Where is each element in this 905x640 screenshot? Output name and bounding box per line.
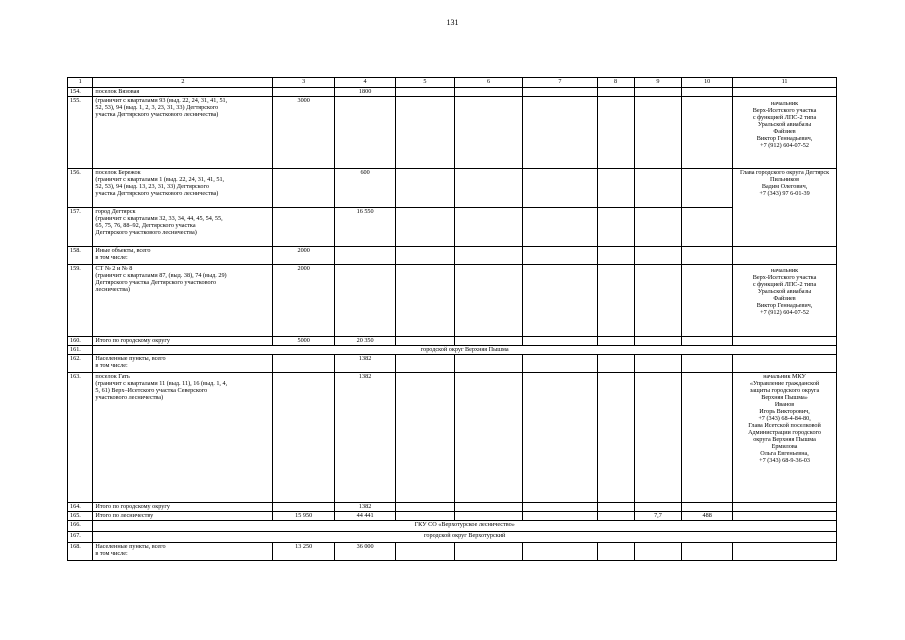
cell-empty xyxy=(523,543,597,561)
contact-line: Глава городского округа Дегтярск xyxy=(739,169,830,176)
cell-col3: 5000 xyxy=(273,337,334,346)
cell-col3 xyxy=(273,355,334,373)
header-cell: 10 xyxy=(682,78,733,88)
row-number: 160. xyxy=(68,337,93,346)
cell-empty xyxy=(733,503,837,512)
cell-empty xyxy=(682,88,733,97)
contact-line: начальник xyxy=(770,100,799,107)
cell-col9: 7,7 xyxy=(634,512,682,521)
cell-col10: 488 xyxy=(682,512,733,521)
cell-empty xyxy=(733,512,837,521)
cell-empty xyxy=(523,97,597,169)
name-line: в том числе: xyxy=(95,550,128,557)
cell-empty xyxy=(454,265,523,337)
cell-col4: 44 441 xyxy=(334,512,395,521)
cell-empty xyxy=(396,247,454,265)
header-cell: 9 xyxy=(634,78,682,88)
cell-empty xyxy=(733,355,837,373)
contact-line: Верх-Исетского участка xyxy=(752,274,817,281)
cell-empty xyxy=(733,247,837,265)
header-cell: 11 xyxy=(733,78,837,88)
row-name xyxy=(93,97,273,169)
cell-empty xyxy=(396,88,454,97)
cell-empty xyxy=(396,97,454,169)
contact-line: начальник МКУ xyxy=(763,373,806,380)
name-line: Дегтярского участка Дегтярского участкового xyxy=(95,279,217,286)
settlements-table xyxy=(67,77,837,561)
header-cell: 8 xyxy=(597,78,634,88)
cell-empty xyxy=(682,97,733,169)
header-cell: 1 xyxy=(68,78,93,88)
row-number: 161. xyxy=(68,346,93,355)
cell-empty xyxy=(682,355,733,373)
cell-empty xyxy=(523,208,597,247)
cell-col4: 1382 xyxy=(334,503,395,512)
cell-empty xyxy=(454,208,523,247)
cell-empty xyxy=(454,247,523,265)
cell-col4: 1382 xyxy=(334,373,395,503)
row-number: 155. xyxy=(68,97,93,169)
cell-col3: 15 950 xyxy=(273,512,334,521)
contact-line: с функцией ЛПС-2 типа xyxy=(752,114,817,121)
name-line: Итого по городскому округу xyxy=(95,337,171,344)
cell-empty xyxy=(454,97,523,169)
table-row xyxy=(68,265,837,337)
cell-col3 xyxy=(273,169,334,208)
row-number: 166. xyxy=(68,521,93,532)
row-number: 163. xyxy=(68,373,93,503)
contact-cell xyxy=(733,97,837,169)
cell-empty xyxy=(597,208,634,247)
table-row xyxy=(68,512,837,521)
contact-line: Ермилова xyxy=(771,443,798,450)
cell-empty xyxy=(634,169,682,208)
cell-empty xyxy=(523,265,597,337)
cell-empty xyxy=(396,373,454,503)
cell-empty xyxy=(634,208,682,247)
name-line: поселок Вязовая xyxy=(95,88,140,95)
cell-empty xyxy=(396,337,454,346)
row-name xyxy=(93,265,273,337)
cell-empty xyxy=(597,512,634,521)
name-line: 5, 61) Верх–Исетского участка Северского xyxy=(95,387,208,394)
cell-empty xyxy=(523,88,597,97)
header-cell: 4 xyxy=(334,78,395,88)
name-line: (граничит с кварталами 32, 33, 34, 44, 45, 54, 55, xyxy=(95,215,223,222)
cell-empty xyxy=(597,543,634,561)
table-row xyxy=(68,247,837,265)
cell-col3: 2000 xyxy=(273,265,334,337)
contact-line: с функцией ЛПС-2 типа xyxy=(752,281,817,288)
cell-empty xyxy=(396,355,454,373)
cell-empty xyxy=(634,355,682,373)
table-row xyxy=(68,337,837,346)
contact-line: Уральской авиабазы xyxy=(757,121,812,128)
name-line: участка Дегтярского участкового лесничества) xyxy=(95,190,219,197)
name-line: участкового лесничества) xyxy=(95,394,164,401)
cell-col3 xyxy=(273,208,334,247)
cell-col4 xyxy=(334,97,395,169)
cell-empty xyxy=(454,512,523,521)
cell-empty xyxy=(733,337,837,346)
row-number: 159. xyxy=(68,265,93,337)
cell-empty xyxy=(523,512,597,521)
cell-empty xyxy=(396,543,454,561)
contact-line: «Управление гражданской xyxy=(749,380,820,387)
row-name xyxy=(93,512,273,521)
table-row xyxy=(68,503,837,512)
cell-empty xyxy=(682,208,733,247)
row-number: 164. xyxy=(68,503,93,512)
name-line: Дегтярского участкового лесничества) xyxy=(95,229,197,236)
name-line: (граничит с кварталами 1 (выд. 22, 24, 31, 41, 51, xyxy=(95,176,225,183)
cell-empty xyxy=(523,337,597,346)
name-line: (граничит с кварталами 87, (выд. 38), 74 (выд. 29) xyxy=(95,272,227,279)
name-line: в том числе: xyxy=(95,254,128,261)
cell-empty xyxy=(454,543,523,561)
row-name xyxy=(93,88,273,97)
contact-line: Виктор Геннадьевич, xyxy=(756,302,813,309)
table-row xyxy=(68,88,837,97)
cell-empty xyxy=(634,97,682,169)
cell-empty xyxy=(682,543,733,561)
cell-empty xyxy=(597,503,634,512)
table-row xyxy=(68,169,837,208)
contact-line: Файзиев xyxy=(773,295,796,302)
name-line: Итого по городскому округу xyxy=(95,503,171,510)
cell-empty xyxy=(634,337,682,346)
table-row xyxy=(68,543,837,561)
name-line: СТ № 2 и № 8 xyxy=(95,265,133,272)
contact-line: защиты городского округа xyxy=(749,387,820,394)
cell-empty xyxy=(523,169,597,208)
name-line: лесничества) xyxy=(95,286,130,293)
name-line: поселок Бережок xyxy=(95,169,141,176)
name-line: 52, 53), 94 (выд. 13, 23, 31, 33) Дегтярского xyxy=(95,183,209,190)
row-name xyxy=(93,355,273,373)
contact-line: Пильников xyxy=(770,176,800,183)
contact-line: +7 (912) 604-07-52 xyxy=(760,309,809,316)
row-number: 162. xyxy=(68,355,93,373)
cell-col4: 1382 xyxy=(334,355,395,373)
cell-empty xyxy=(682,503,733,512)
name-line: 65, 75, 76, 88–92, Дегтярского участка xyxy=(95,222,196,229)
contact-cell xyxy=(733,169,837,247)
contact-line: начальник xyxy=(770,267,799,274)
cell-empty xyxy=(682,265,733,337)
cell-empty xyxy=(733,543,837,561)
contact-line: +7 (343) 68-9-36-03 xyxy=(759,457,810,464)
contact-line: округа Верхняя Пышма xyxy=(753,436,816,443)
header-row xyxy=(68,78,837,88)
name-line: Населенные пункты, всего xyxy=(95,543,166,550)
cell-empty xyxy=(396,512,454,521)
header-cell: 5 xyxy=(396,78,454,88)
name-line: (граничит с кварталами 93 (выд. 22, 24, 31, 41, 51, xyxy=(95,97,228,104)
cell-empty xyxy=(597,373,634,503)
cell-empty xyxy=(597,337,634,346)
section-title: городской округ Верхотурский xyxy=(93,532,837,543)
cell-col3: 3000 xyxy=(273,97,334,169)
cell-empty xyxy=(682,169,733,208)
cell-col3 xyxy=(273,503,334,512)
contact-line: +7 (343) 97 6-01-39 xyxy=(759,190,810,197)
header-cell: 2 xyxy=(93,78,273,88)
cell-col4: 16 550 xyxy=(334,208,395,247)
cell-empty xyxy=(523,355,597,373)
row-name xyxy=(93,208,273,247)
cell-col4: 20 350 xyxy=(334,337,395,346)
row-number: 157. xyxy=(68,208,93,247)
cell-col4 xyxy=(334,247,395,265)
cell-empty xyxy=(597,88,634,97)
name-line: город Дегтярск xyxy=(95,208,136,215)
section-title: ГКУ СО «Верхотурское лесничество» xyxy=(93,521,837,532)
name-line: Населенные пункты, всего xyxy=(95,355,166,362)
row-name xyxy=(93,247,273,265)
cell-empty xyxy=(454,355,523,373)
cell-empty xyxy=(454,337,523,346)
cell-empty xyxy=(454,169,523,208)
contact-cell xyxy=(733,265,837,337)
cell-col4: 1800 xyxy=(334,88,395,97)
cell-empty xyxy=(634,543,682,561)
row-name xyxy=(93,503,273,512)
contact-line: Глава Исетской поселковой xyxy=(748,422,821,429)
row-name xyxy=(93,169,273,208)
name-line: поселок Гать xyxy=(95,373,130,380)
row-number: 154. xyxy=(68,88,93,97)
cell-empty xyxy=(396,169,454,208)
cell-empty xyxy=(396,265,454,337)
cell-empty xyxy=(454,88,523,97)
cell-empty xyxy=(597,247,634,265)
cell-empty xyxy=(523,503,597,512)
contact-line: Администрации городского xyxy=(748,429,822,436)
contact-line: Уральской авиабазы xyxy=(757,288,812,295)
contact-line: Виктор Геннадьевич, xyxy=(756,135,813,142)
cell-col3: 13 250 xyxy=(273,543,334,561)
page-number: 131 xyxy=(446,18,459,27)
cell-empty xyxy=(634,265,682,337)
cell-empty xyxy=(634,247,682,265)
cell-col4 xyxy=(334,265,395,337)
header-cell: 3 xyxy=(273,78,334,88)
name-line: 52, 53), 94 (выд. 1, 2, 3, 23, 31, 33) Дегтярского xyxy=(95,104,219,111)
table-row xyxy=(68,373,837,503)
cell-empty xyxy=(634,373,682,503)
cell-empty xyxy=(597,97,634,169)
row-number: 156. xyxy=(68,169,93,208)
contact-line: Вадим Олегович, xyxy=(761,183,808,190)
contact-line: Игорь Викторович, xyxy=(759,408,810,415)
contact-line: Верхняя Пышма» xyxy=(761,394,808,401)
row-name xyxy=(93,543,273,561)
cell-empty xyxy=(634,88,682,97)
cell-col4: 600 xyxy=(334,169,395,208)
table-row xyxy=(68,97,837,169)
row-number: 165. xyxy=(68,512,93,521)
contact-line: Верх-Исетского участка xyxy=(752,107,817,114)
table-row xyxy=(68,355,837,373)
cell-empty xyxy=(396,208,454,247)
table-row xyxy=(68,208,837,247)
name-line: (граничит с кварталами 11 (выд. 11), 16 (выд. 1, 4, xyxy=(95,380,228,387)
contact-line: +7 (343) 68-4-84-80, xyxy=(758,415,811,422)
cell-empty xyxy=(634,503,682,512)
cell-col3: 2000 xyxy=(273,247,334,265)
cell-empty xyxy=(682,247,733,265)
contact-cell xyxy=(733,373,837,503)
row-name xyxy=(93,337,273,346)
contact-line: Ольга Евгеньевна, xyxy=(760,450,809,457)
row-number: 167. xyxy=(68,532,93,543)
table-row xyxy=(68,521,837,532)
cell-empty xyxy=(733,88,837,97)
cell-empty xyxy=(597,265,634,337)
cell-empty xyxy=(454,373,523,503)
row-number: 168. xyxy=(68,543,93,561)
cell-empty xyxy=(523,373,597,503)
row-number: 158. xyxy=(68,247,93,265)
contact-line: Иванов xyxy=(774,401,795,408)
section-title: городской округ Верхняя Пышма xyxy=(93,346,837,355)
cell-empty xyxy=(682,373,733,503)
cell-empty xyxy=(597,169,634,208)
table-row xyxy=(68,346,837,355)
header-cell: 7 xyxy=(523,78,597,88)
cell-col4: 36 000 xyxy=(334,543,395,561)
header-cell: 6 xyxy=(454,78,523,88)
name-line: в том числе: xyxy=(95,362,128,369)
name-line: Итого по лесничеству xyxy=(95,512,154,519)
cell-col3 xyxy=(273,88,334,97)
cell-empty xyxy=(597,355,634,373)
name-line: Иные объекты, всего xyxy=(95,247,151,254)
contact-line: +7 (912) 604-07-52 xyxy=(760,142,809,149)
table-row xyxy=(68,532,837,543)
contact-line: Файзиев xyxy=(773,128,796,135)
cell-col3 xyxy=(273,373,334,503)
cell-empty xyxy=(523,247,597,265)
row-name xyxy=(93,373,273,503)
cell-empty xyxy=(682,337,733,346)
cell-empty xyxy=(396,503,454,512)
cell-empty xyxy=(454,503,523,512)
name-line: участка Дегтярского участкового лесничества) xyxy=(95,111,219,118)
